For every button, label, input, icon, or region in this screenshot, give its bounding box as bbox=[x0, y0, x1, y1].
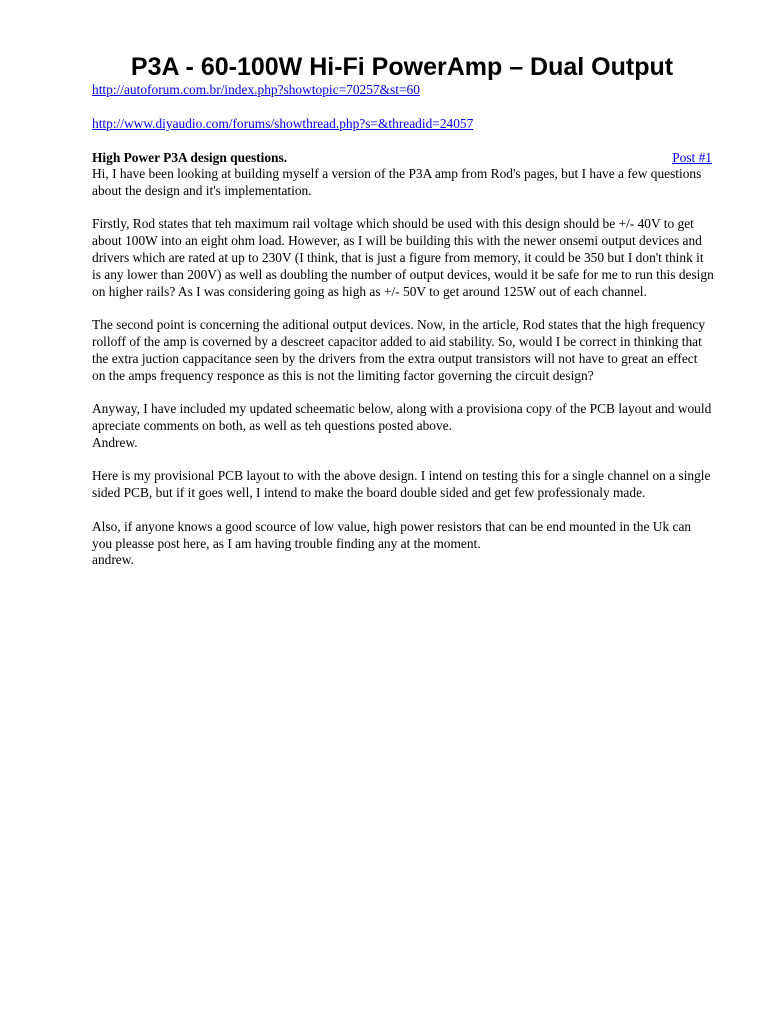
post-body bbox=[92, 166, 714, 586]
post-paragraph: The second point is concerning the aditional output devices. Now, in the article, Rod states that the high frequency rolloff of the amp is coverned by a descreet capacitor added to aid stability. So, would I be correct in thinking that the extra juction cappacitance seen by the drivers from the extra output transistors will not have to great an effect on the amps frequency responce as this is not the limiting factor governing the circuit design? bbox=[92, 317, 706, 383]
post-signature: Andrew. bbox=[92, 434, 138, 450]
post-header bbox=[92, 149, 712, 166]
post-paragraph-with-signature bbox=[92, 519, 714, 569]
post-paragraph: Firstly, Rod states that teh maximum rail voltage which should be used with this design should be +/- 40V to get about 100W into an eight ohm load. However, as I will be building this with the newer onsemi output devices and drivers which are rated at up to 230V (I think, that is just a figure from memory, it could be 350 but I don't think it is any lower than 200V) as well as doubling the number of output devices, would it be safe for me to run this design on higher rails? As I was considering going as high as +/- 50V to get around 125W out of each channel. bbox=[92, 216, 714, 299]
diyaudio-link[interactable]: http://www.diyaudio.com/forums/showthread.php?s=&threadid=24057 bbox=[92, 116, 474, 131]
post-number-link[interactable]: Post #1 bbox=[672, 150, 712, 165]
post-subject: High Power P3A design questions. bbox=[92, 150, 288, 165]
post-paragraph-with-signature bbox=[92, 401, 714, 451]
document-title: P3A - 60-100W Hi-Fi PowerAmp – Dual Output bbox=[130, 53, 674, 81]
post-paragraph: Hi, I have been looking at building myself a version of the P3A amp from Rod's pages, but I have a few questions about the design and it's implementation. bbox=[92, 166, 702, 198]
post-paragraph: Also, if anyone knows a good scource of low value, high power resistors that can be end mounted in the Uk can you pleasse post here, as I am having trouble finding any at the moment. bbox=[92, 518, 692, 551]
post-paragraph: Anyway, I have included my updated scheematic below, along with a provisiona copy of the PCB layout and would apreciate comments on both, as well as teh questions posted above. bbox=[92, 401, 712, 433]
autoforum-link[interactable]: http://autoforum.com.br/index.php?showtopic=70257&st=60 bbox=[92, 82, 420, 97]
post-paragraph: Here is my provisional PCB layout to with the above design. I intend on testing this for a single channel on a single sided PCB, but if it goes well, I intend to make the board double sided and get few professionaly made. bbox=[92, 468, 711, 501]
post-signature: andrew. bbox=[92, 552, 134, 568]
